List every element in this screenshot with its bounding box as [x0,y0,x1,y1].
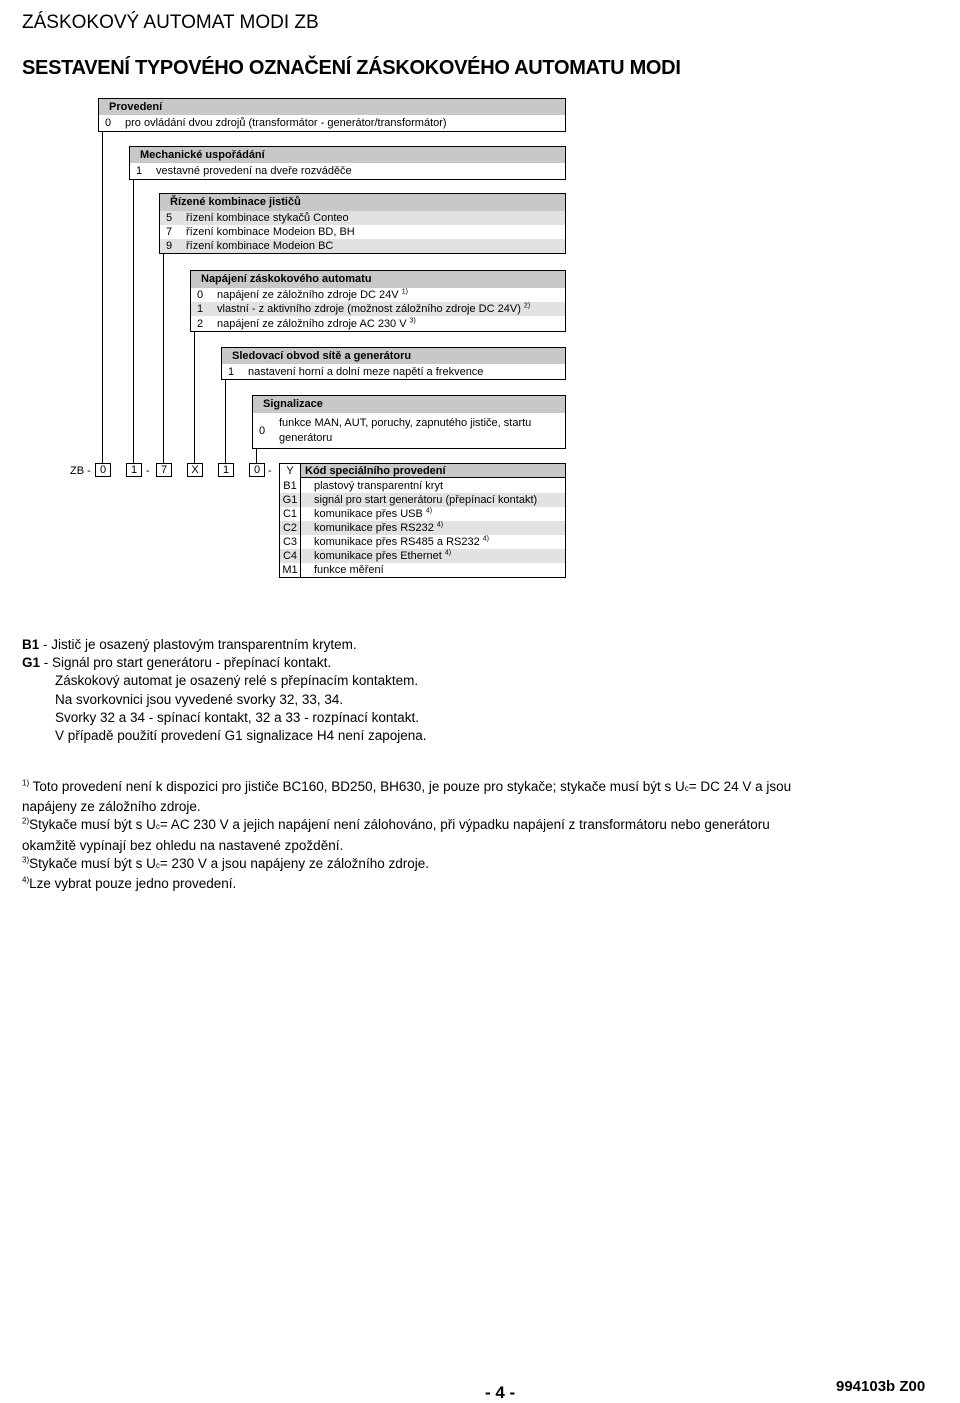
special-code: G1 [282,494,298,506]
special-row [280,563,565,577]
special-row [280,521,565,535]
special-desc: komunikace přes Ethernet $^{4)}$ [314,549,452,562]
special-code: M1 [282,564,298,576]
option-code: 1 [196,303,204,315]
option-desc: napájení ze záložního zdroje AC 230 V $^{3)}$ [217,316,416,330]
special-desc: signál pro start generátoru (přepínací kontakt) [314,494,538,506]
connector-line [102,132,103,463]
option-desc: vlastní - z aktivního zdroje (možnost záložního zdroje DC 24V) $^{2)}$ [217,302,531,315]
special-title: Kód speciálního provedení [305,464,446,477]
special-row [280,549,565,563]
block-title: Sledovací obvod sítě a generátoru [222,348,565,364]
note-line: Na svorkovnici jsou vyvedené svorky 32, 33, 34. [55,691,344,707]
document-code: 994103b Z00 [836,1378,926,1395]
type-code-cell: 0 [249,463,265,477]
special-code: C3 [282,536,298,548]
note-line: V případě použití provedení G1 signalizace H4 není zapojena. [55,728,427,744]
footnote-3: $^{3)}$Stykače musí být s Uc= 230 V a jsou napájeny ze záložního zdroje. [22,855,429,871]
special-column-divider [300,464,301,577]
block-title: Signalizace [253,396,565,413]
special-row [280,479,565,493]
footnote-2-continued: okamžitě vypínají bez ohledu na nastavené zpoždění. [22,837,344,853]
note-line: Svorky 32 a 34 - spínací kontakt, 32 a 33 - rozpínací kontakt. [55,709,419,725]
option-row [253,413,565,448]
connector-line [133,180,134,463]
option-code: 7 [165,226,173,238]
note-g1: G1 - Signál pro start generátoru - přepínací kontakt. [22,655,332,671]
option-code: 5 [165,212,173,224]
block-title: Provedení [99,99,565,115]
option-desc: řízení kombinace Modeion BC [186,240,334,252]
special-desc: komunikace přes USB $^{4)}$ [314,507,433,520]
block-title: Napájení záskokového automatu [191,271,565,288]
block-title: Řízené kombinace jističů [160,194,565,211]
option-code: 2 [196,317,204,330]
page-number: - 4 - [485,1383,516,1402]
option-row [160,239,565,253]
special-header-row [280,464,565,478]
footnote-2: $^{2)}$Stykače musí být s Uc= AC 230 V a jejich napájení není zálohováno, při výpadku napájení z transformátoru nebo generátoru [22,816,770,833]
type-code-dash: - [146,465,150,477]
connector-line [194,332,195,463]
option-row [130,163,565,179]
type-code-cell: Y [280,464,301,478]
type-code-cell: 1 [218,463,234,477]
type-code-cell: X [187,463,203,477]
note-b1: B1 - Jistič je osazený plastovým transparentním krytem. [22,637,357,652]
connector-line [256,449,257,463]
special-code: C1 [282,508,298,520]
type-code-cell: 1 [126,463,142,477]
special-code: B1 [283,480,297,492]
special-code: C4 [282,550,298,562]
option-row [191,316,565,331]
option-desc: vestavné provedení na dveře rozváděče [156,165,352,177]
footnote-1: $^{1)}$ Toto provedení není k dispozici pro jističe BC160, BD250, BH630, je pouze pro stykače; stykače musí být s Uc= DC 24 V a jsou [22,778,792,794]
note-line: Záskokový automat je osazený relé s přepínacím kontaktem. [55,673,419,689]
block-rizene-kombinace [159,193,566,254]
special-desc: plastový transparentní kryt [314,480,444,492]
option-code: 1 [135,165,143,177]
option-code: 0 [258,424,266,437]
option-code: 0 [196,289,204,301]
option-code: 0 [104,117,112,129]
type-code-cell: 0 [95,463,111,477]
document-title: SESTAVENÍ TYPOVÉHO OZNAČENÍ ZÁSKOKOVÉHO AUTOMATU MODI [22,57,681,79]
connector-line [225,380,226,463]
option-row [191,302,565,316]
block-provedeni [98,98,566,132]
option-row [160,225,565,239]
special-desc: funkce měření [314,564,384,576]
document-header: ZÁSKOKOVÝ AUTOMAT MODI ZB [22,12,319,33]
option-code: 9 [165,240,173,252]
special-row [280,507,565,521]
option-desc: nastavení horní a dolní meze napětí a frekvence [248,365,484,378]
option-desc: řízení kombinace Modeion BD, BH [186,226,355,238]
option-code: 1 [227,365,235,378]
type-code-prefix: ZB - [70,465,91,477]
block-sledovaci-obvod [221,347,566,380]
special-row [280,493,565,507]
option-desc: napájení ze záložního zdroje DC 24V $^{1)}$ [217,288,408,301]
option-desc: funkce MAN, AUT, poruchy, zapnutého jističe, startu generátoru [279,416,532,444]
footnotes-section [22,778,922,893]
option-desc: řízení kombinace stykačů Conteo [186,212,349,224]
footnote-1-continued: napájeny ze záložního zdroje. [22,799,201,815]
option-row [160,211,565,225]
type-code-cell: 7 [156,463,172,477]
block-mechanicke-usporadani [129,146,566,180]
footnote-4: $^{4)}$Lze vybrat pouze jedno provedení. [22,875,237,892]
option-row [99,115,565,131]
option-desc: pro ovládání dvou zdrojů (transformátor - generátor/transformátor) [125,117,447,129]
special-code-table [279,463,566,578]
option-row [222,364,565,379]
special-desc: komunikace přes RS232 $^{4)}$ [314,521,444,534]
block-napajeni [190,270,566,332]
special-code: C2 [282,522,298,534]
block-signalizace [252,395,566,449]
connector-line [163,254,164,463]
option-row [191,288,565,302]
special-row [280,535,565,549]
block-title: Mechanické uspořádání [130,147,565,163]
type-code-dash: - [268,465,272,477]
special-desc: komunikace přes RS485 a RS232 $^{4)}$ [314,535,490,548]
notes-section [22,636,427,745]
